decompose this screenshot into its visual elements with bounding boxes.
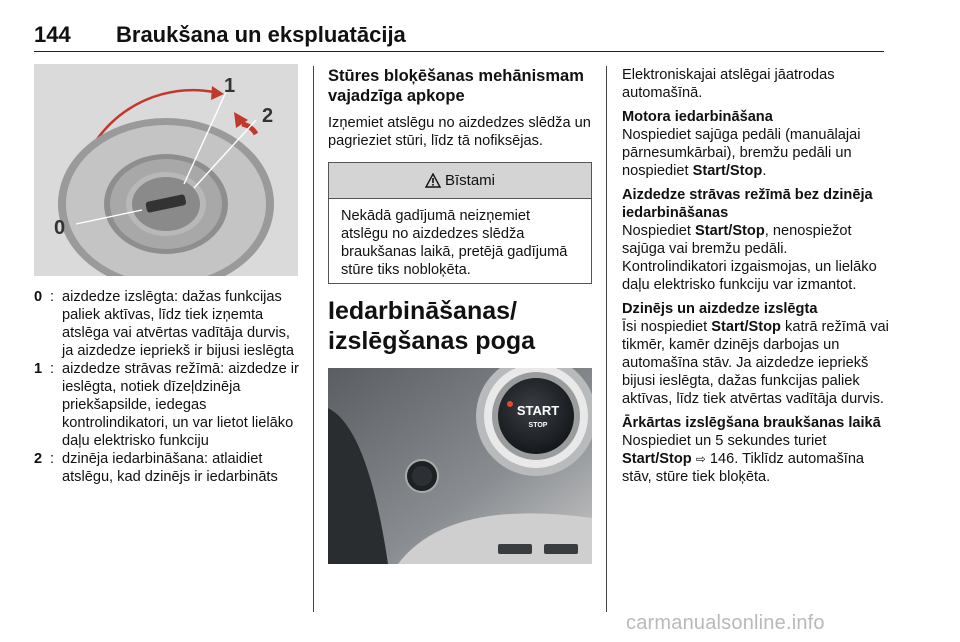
ignition-switch-illustration	[34, 64, 298, 276]
page-number: 144	[34, 22, 71, 47]
legend-separator: :	[50, 451, 55, 467]
power-mode-text	[622, 222, 890, 294]
start-label: START	[516, 403, 560, 418]
page-reference-arrow-icon[interactable]: ⇨	[695, 452, 706, 466]
text-segment: .	[762, 163, 767, 179]
emergency-stop-text	[622, 432, 890, 486]
start-stop-drawing	[328, 368, 592, 564]
text-segment: Nospiediet	[622, 223, 696, 239]
engine-start-title: Motora iedarbināšana	[622, 109, 773, 125]
column-divider	[313, 66, 314, 612]
running-title: Braukšana un ekspluatācija	[116, 22, 406, 47]
engine-start-text	[622, 126, 890, 180]
stop-label: STOP	[528, 422, 548, 429]
legend-key: 1	[34, 361, 43, 377]
steering-lock-section	[328, 66, 596, 150]
danger-warning-box	[328, 162, 592, 284]
legend-key: 2	[34, 451, 43, 467]
page-header	[34, 22, 884, 52]
start-stop-button-photo	[328, 368, 592, 564]
legend-separator: :	[50, 361, 55, 377]
position-legend	[34, 288, 304, 486]
position-label-2: 2	[262, 105, 274, 127]
legend-item	[34, 360, 304, 450]
power-mode-title: Aizdedze strāvas režīmā bez dzinēja iedarbināšanas	[622, 187, 873, 221]
legend-item	[34, 288, 304, 360]
column-divider	[606, 66, 607, 612]
legend-description: dzinēja iedarbināšana: atlaidiet atslēgu, kad dzinējs ir iedarbināts	[62, 451, 278, 485]
emergency-stop-title: Ārkārtas izslēgšana braukšanas laikā	[622, 415, 881, 431]
start-stop-term: Start/Stop	[711, 319, 781, 335]
position-label-0: 0	[54, 217, 66, 239]
start-stop-section-title: Iedarbināšanas/ izslēgšanas poga	[328, 297, 536, 355]
steering-lock-heading: Stūres bloķēšanas mehānismam vajadzīga apkope	[328, 67, 584, 105]
warning-triangle-icon	[425, 173, 441, 188]
text-segment: Īsi nospiediet	[622, 319, 712, 335]
legend-description: aizdedze izslēgta: dažas funkcijas paliek aktīvas, līdz tiek izņemta atslēga vai atvērtas vadītāja durvis, ja aizdedze iepriekš ir bijusi ieslēgta	[62, 289, 294, 359]
watermark: carmanualsonline.info	[626, 612, 825, 634]
position-label-1: 1	[224, 75, 236, 97]
engine-off-text	[622, 318, 890, 408]
start-stop-term: Start/Stop	[695, 223, 765, 239]
text-segment: katrā režīmā vai tikmēr, kamēr dzinējs darbojas un automašīna stāv. Ja aizdedze iepriekš bijusi ieslēgta, dažas funkcijas paliek aktīvas, līdz tiek atvērtas vadītāja durvis.	[622, 319, 889, 407]
text-segment: , nenospiežot sajūga vai bremžu pedāli. Kontrolindikatori izgaismojas, un lielāko daļu elektrisko funkciju var izmantot.	[622, 223, 877, 293]
warning-text: Nekādā gadījumā neizņemiet atslēgu no aizdedzes slēdža braukšanas laikā, pretējā gadījumā stūre tiks nobloķēta.	[341, 208, 568, 278]
start-stop-instructions	[622, 66, 890, 492]
legend-separator: :	[50, 289, 55, 305]
legend-description: aizdedze strāvas režīmā: aizdedze ir ieslēgta, notiek dīzeļdzinēja priekšapsilde, iedegas kontrolindikatori, un var lietot lielāko daļu elektrisko funkciju	[62, 361, 299, 449]
start-stop-term: Start/Stop	[622, 451, 692, 467]
warning-header	[329, 163, 591, 199]
text-segment: Nospiediet sajūga pedāli (manuālajai pārnesumkārbai), bremžu pedāli un nospiediet	[622, 127, 861, 179]
engine-off-title: Dzinējs un aizdedze izslēgta	[622, 301, 818, 317]
start-stop-term: Start/Stop	[692, 163, 763, 179]
text-segment: Nospiediet un 5 sekundes turiet	[622, 433, 827, 449]
ignition-switch-drawing	[34, 64, 298, 276]
text-segment: 146. Tiklīdz automašīna stāv, stūre tiek bloķēta.	[622, 451, 865, 485]
legend-item	[34, 450, 304, 486]
steering-lock-paragraph: Izņemiet atslēgu no aizdedzes slēdža un pagrieziet stūri, līdz tā nofiksējas.	[328, 115, 591, 149]
warning-title: Bīstami	[444, 172, 495, 189]
electronic-key-note: Elektroniskajai atslēgai jāatrodas automašīnā.	[622, 67, 835, 101]
legend-key: 0	[34, 289, 43, 305]
